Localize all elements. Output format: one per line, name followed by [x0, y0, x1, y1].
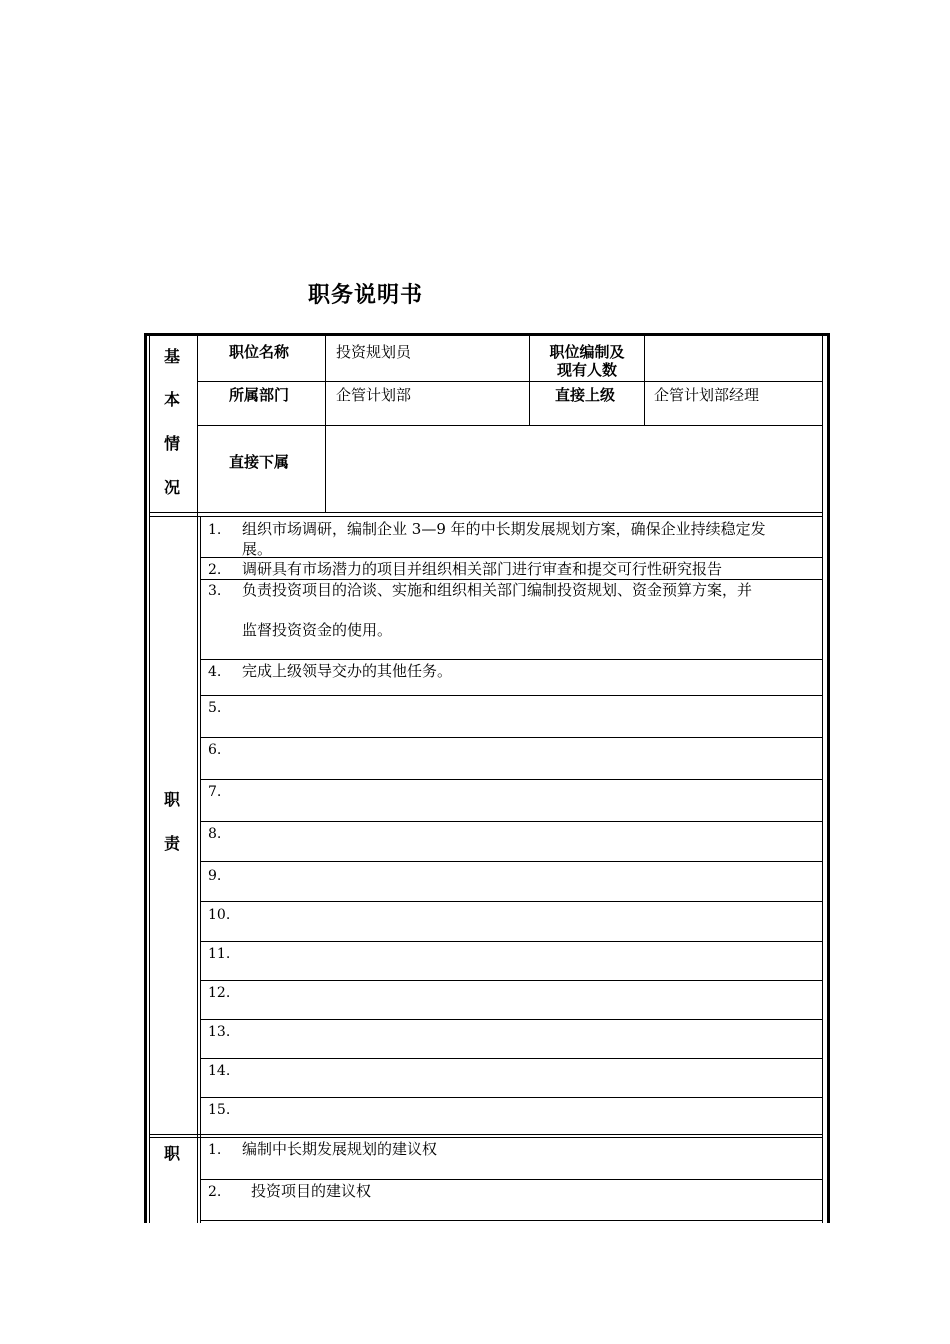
- section-label-duties-1: 职: [164, 790, 181, 809]
- row-line: [201, 941, 822, 942]
- table-top-border: [144, 333, 830, 336]
- row-line: [201, 861, 822, 862]
- row-line: [201, 779, 822, 780]
- duty-number: 12.: [208, 985, 231, 1001]
- duty-text-cont: 展。: [242, 540, 273, 558]
- row-line: [201, 659, 822, 660]
- position-name-value: 投资规划员: [336, 343, 412, 361]
- row-line: [201, 695, 822, 696]
- table-left-border-inner: [149, 336, 150, 1223]
- duty-number: 2.: [208, 562, 222, 578]
- section-label-rights: 职: [164, 1144, 181, 1163]
- headcount-label-line1: 职位编制及: [549, 343, 625, 361]
- section-divider: [150, 1137, 822, 1138]
- duty-text: 组织市场调研，编制企业 3—9 年的中长期发展规划方案，确保企业持续稳定发: [242, 520, 766, 538]
- row-line: [201, 821, 822, 822]
- duty-number: 14.: [208, 1063, 231, 1079]
- department-value: 企管计划部: [336, 386, 412, 404]
- duty-number: 4.: [208, 664, 222, 680]
- row-line: [201, 1019, 822, 1020]
- right-number: 1.: [208, 1142, 222, 1158]
- department-label: 所属部门: [229, 386, 290, 404]
- grid-line: [325, 336, 326, 512]
- duty-number: 6.: [208, 742, 222, 758]
- row-line: [201, 1179, 822, 1180]
- grid-line: [198, 425, 822, 426]
- superior-value: 企管计划部经理: [654, 386, 760, 404]
- superior-label: 直接上级: [555, 386, 616, 404]
- row-line: [201, 737, 822, 738]
- page-title: 职务说明书: [308, 283, 424, 308]
- grid-line: [198, 381, 822, 382]
- label-column-divider: [200, 516, 201, 1223]
- table-left-border: [144, 333, 147, 1223]
- duty-text: 完成上级领导交办的其他任务。: [242, 662, 453, 680]
- row-line: [201, 980, 822, 981]
- subordinate-label: 直接下属: [229, 453, 290, 471]
- table-right-border: [827, 333, 830, 1223]
- duty-number: 8.: [208, 826, 222, 842]
- right-text: 编制中长期发展规划的建议权: [242, 1140, 438, 1158]
- duty-number: 10.: [208, 907, 231, 923]
- duty-text-cont: 监督投资资金的使用。: [242, 621, 393, 639]
- section-divider: [150, 516, 822, 517]
- row-line: [201, 1058, 822, 1059]
- section-label-duties-2: 责: [164, 834, 181, 853]
- duty-number: 5.: [208, 700, 222, 716]
- section-divider: [150, 512, 822, 513]
- section-label-basic-1: 基: [164, 347, 181, 366]
- duty-number: 13.: [208, 1024, 231, 1040]
- duty-number: 11.: [208, 946, 231, 962]
- section-label-basic-2: 本: [164, 390, 181, 409]
- section-label-basic-3: 情: [164, 434, 181, 453]
- right-number: 2.: [208, 1184, 222, 1200]
- position-name-label: 职位名称: [229, 343, 290, 361]
- row-line: [201, 579, 822, 580]
- headcount-label: [530, 343, 644, 379]
- table-right-border-inner: [822, 336, 823, 1223]
- section-divider: [150, 1134, 822, 1135]
- duty-text: 调研具有市场潜力的项目并组织相关部门进行审查和提交可行性研究报告: [242, 560, 723, 578]
- headcount-label-line2: 现有人数: [556, 361, 617, 379]
- duty-number: 15.: [208, 1102, 231, 1118]
- duty-number: 7.: [208, 784, 222, 800]
- duty-number: 3.: [208, 583, 222, 599]
- duty-number: 1.: [208, 522, 222, 538]
- duty-number: 9.: [208, 868, 222, 884]
- right-text: 投资项目的建议权: [251, 1182, 372, 1200]
- duty-text: 负责投资项目的洽谈、实施和组织相关部门编制投资规划、资金预算方案，并: [242, 581, 753, 599]
- row-line: [201, 1097, 822, 1098]
- row-line: [201, 557, 822, 558]
- row-line: [201, 901, 822, 902]
- row-line: [201, 1220, 822, 1221]
- label-column-divider: [197, 336, 198, 1223]
- section-label-basic-4: 况: [164, 478, 181, 497]
